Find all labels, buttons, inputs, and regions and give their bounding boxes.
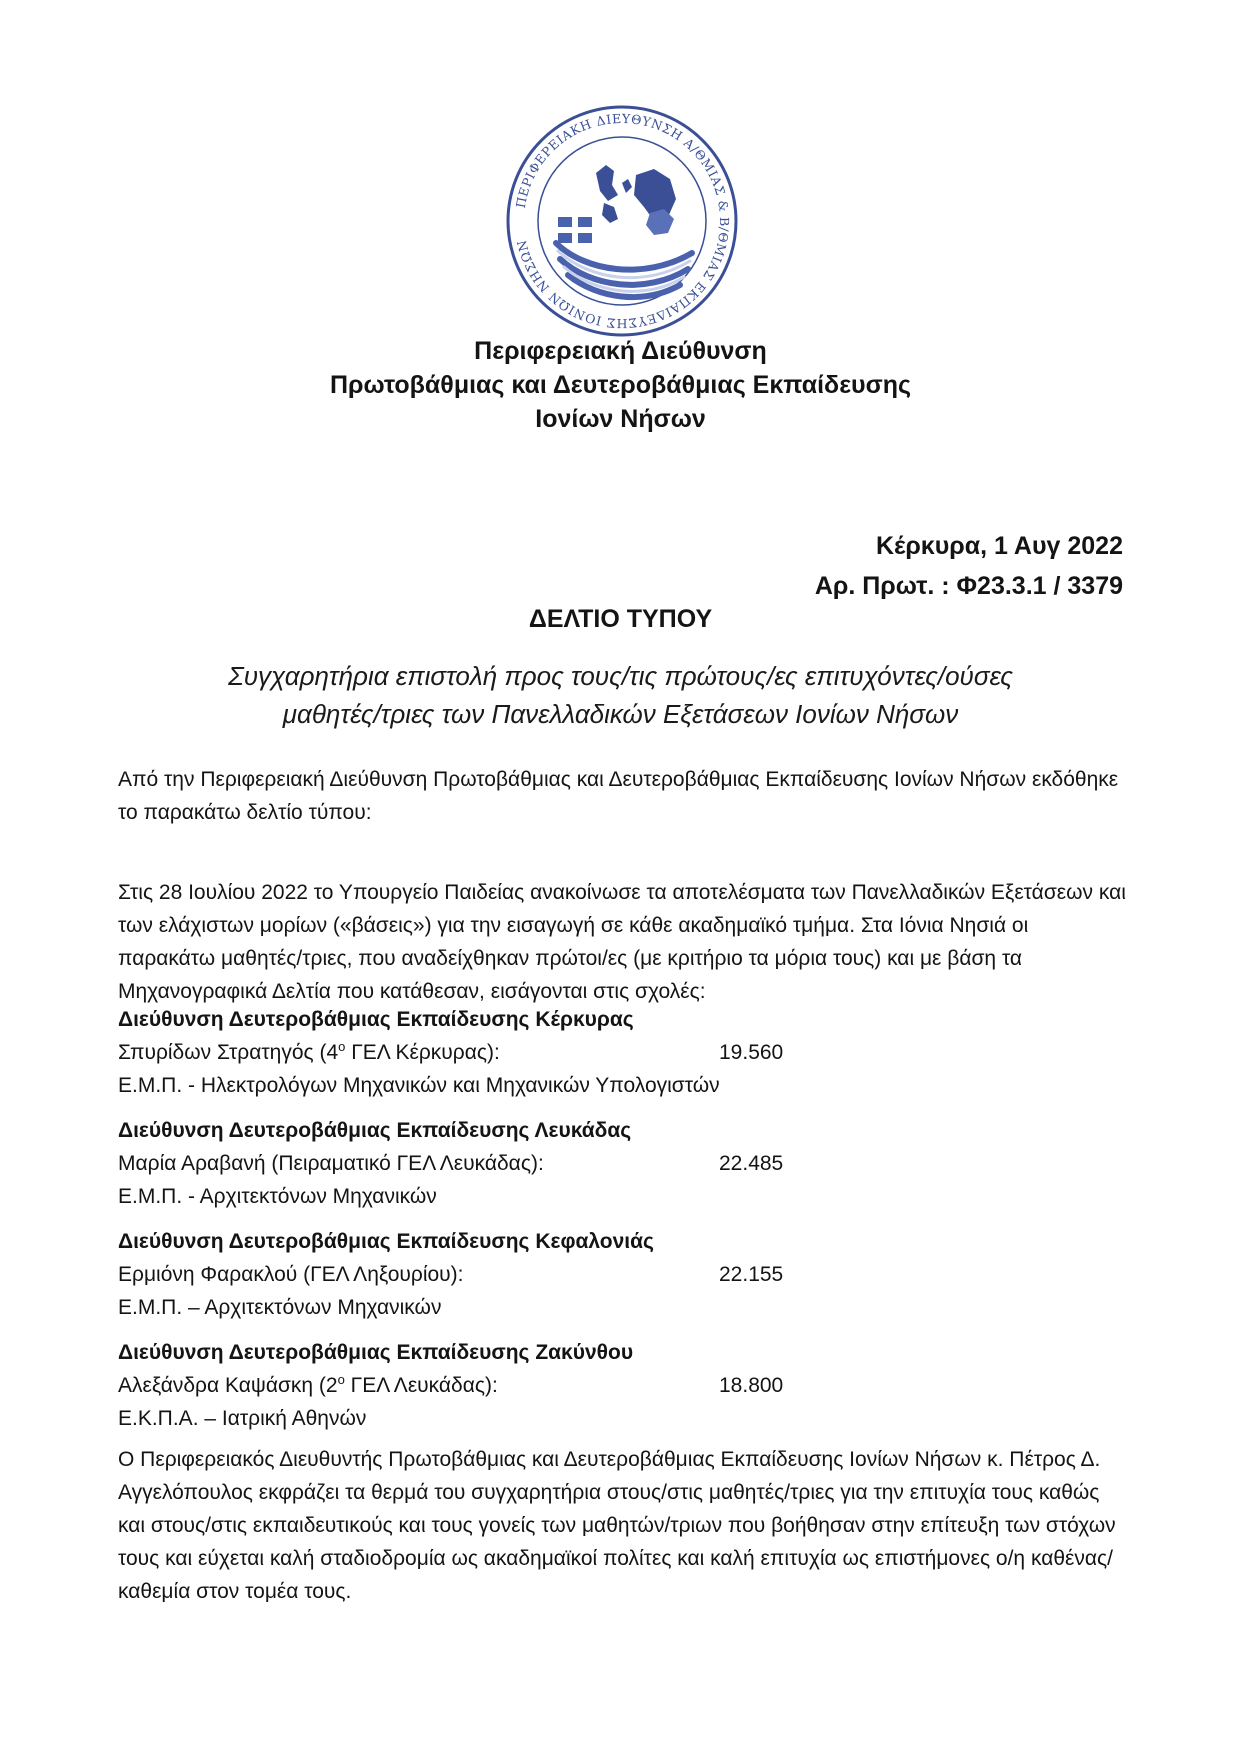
subtitle-line-1: Συγχαρητήρια επιστολή προς τους/τις πρώτους/ες επιτυχόντες/ούσες [228,661,1013,691]
admitted-school: Ε.Μ.Π. – Αρχιτεκτόνων Μηχανικών [118,1296,442,1319]
section-heading: Διεύθυνση Δευτεροβάθμιας Εκπαίδευσης Κεφαλονιάς [118,1230,654,1253]
superscript: ο [337,1372,345,1387]
document-meta [815,526,1123,606]
student-name [118,1258,464,1291]
seal-ring-text: ΠΕΡΙΦΕΡΕΙΑΚΗ ΔΙΕΥΘΥΝΣΗ Α/ΘΜΙΑΣ & Β/ΘΜΙΑΣ ΕΚΠΑΙΔΕΥΣΗΣ ΙΟΝΙΩΝ ΝΗΣΩΝ [512,110,733,332]
org-line-1: Περιφερειακή Διεύθυνση [474,337,767,365]
document-subtitle [0,657,1241,733]
result-section [118,1336,1128,1435]
admitted-school: Ε.Κ.Π.Α. – Ιατρική Αθηνών [118,1407,367,1430]
student-row [118,1036,1128,1069]
student-row [118,1258,1128,1291]
superscript: ο [338,1039,346,1054]
document-title: ΔΕΛΤΙΟ ΤΥΠΟΥ [528,605,713,633]
student-score: 22.155 [719,1263,784,1286]
closing-paragraph: Ο Περιφερειακός Διευθυντής Πρωτοβάθμιας και Δευτεροβάθμιας Εκπαίδευσης Ιονίων Νήσων κ. Πέτρος Δ. Αγγελόπουλος εκφράζει τα θερμά του συγχαρητήρια στους/στις μαθητές/τριες για την επιτυχία τους καθώς και στους/στις εκπαιδευτικούς και τους γονείς των μαθητών/τριων που βοήθησαν στην επίτευξη των στόχων τους και εύχεται καλή σταδιοδρομία ως ακαδημαϊκοί πολίτες και καλή επιτυχία ως επιστήμονες ο/η καθένας/καθεμία στον τομέα τους. [118,1448,1116,1603]
student-name [118,1147,544,1180]
section-heading: Διεύθυνση Δευτεροβάθμιας Εκπαίδευσης Ζακύνθου [118,1341,634,1364]
result-section [118,1225,1128,1324]
seal-logo-svg [504,103,740,339]
student-name-part: Μαρία Αραβανή (Πειραματικό ΓΕΛ Λευκάδας): [118,1152,544,1175]
subtitle-line-2: μαθητές/τριες των Πανελλαδικών Εξετάσεων Ιονίων Νήσων [282,699,959,729]
result-section [118,1114,1128,1213]
student-name [118,1036,500,1069]
admitted-school: Ε.Μ.Π. - Ηλεκτρολόγων Μηχανικών και Μηχανικών Υπολογιστών [118,1074,720,1097]
student-name-part: Αλεξάνδρα Καψάσκη (2 [118,1374,338,1397]
student-name-part: ΓΕΛ Λευκάδας): [344,1374,498,1397]
student-name-part: Σπυρίδων Στρατηγός (4 [118,1041,339,1064]
result-section [118,1003,1128,1102]
student-name-part: Ερμιόνη Φαρακλού (ΓΕΛ Ληξουρίου): [118,1263,464,1286]
document-date: Κέρκυρα, 1 Αυγ 2022 [875,532,1123,560]
student-row [118,1369,1128,1402]
organization-header [0,334,1241,436]
admitted-school: Ε.Μ.Π. - Αρχιτεκτόνων Μηχανικών [118,1185,437,1208]
org-line-3: Ιονίων Νήσων [535,405,706,433]
student-row [118,1147,1128,1180]
student-score: 22.485 [719,1152,784,1175]
intro-paragraph: Από την Περιφερειακή Διεύθυνση Πρωτοβάθμιας και Δευτεροβάθμιας Εκπαίδευσης Ιονίων Νήσων εκδόθηκε το παρακάτω δελτίο τύπου: [118,768,1119,824]
student-score: 18.800 [719,1374,784,1397]
results-sections [118,1003,1128,1447]
student-name [118,1369,498,1402]
announcement-paragraph: Στις 28 Ιουλίου 2022 το Υπουργείο Παιδείας ανακοίνωσε τα αποτελέσματα των Πανελλαδικών Εξετάσεων και των ελάχιστων μορίων («βάσεις») για την εισαγωγή σε κάθε ακαδημαϊκό τμήμα. Στα Ιόνια Νησιά οι παρακάτω μαθητές/τριες, που αναδείχθηκαν πρώτοι/ες (με κριτήριο τα μόρια τους) και με βάση τα Μηχανογραφικά Δελτία που κατάθεσαν, εισάγονται στις σχολές: [118,881,1126,1003]
section-heading: Διεύθυνση Δευτεροβάθμιας Εκπαίδευσης Λευκάδας [118,1119,632,1142]
student-name-part: ΓΕΛ Κέρκυρας): [345,1041,500,1064]
seal-logo-icon [504,103,740,339]
student-score: 19.560 [719,1041,784,1064]
protocol-number: Αρ. Πρωτ. : Φ23.3.1 / 3379 [814,572,1123,600]
section-heading: Διεύθυνση Δευτεροβάθμιας Εκπαίδευσης Κέρκυρας [118,1008,634,1031]
org-line-2: Πρωτοβάθμιας και Δευτεροβάθμιας Εκπαίδευσης [330,371,911,399]
